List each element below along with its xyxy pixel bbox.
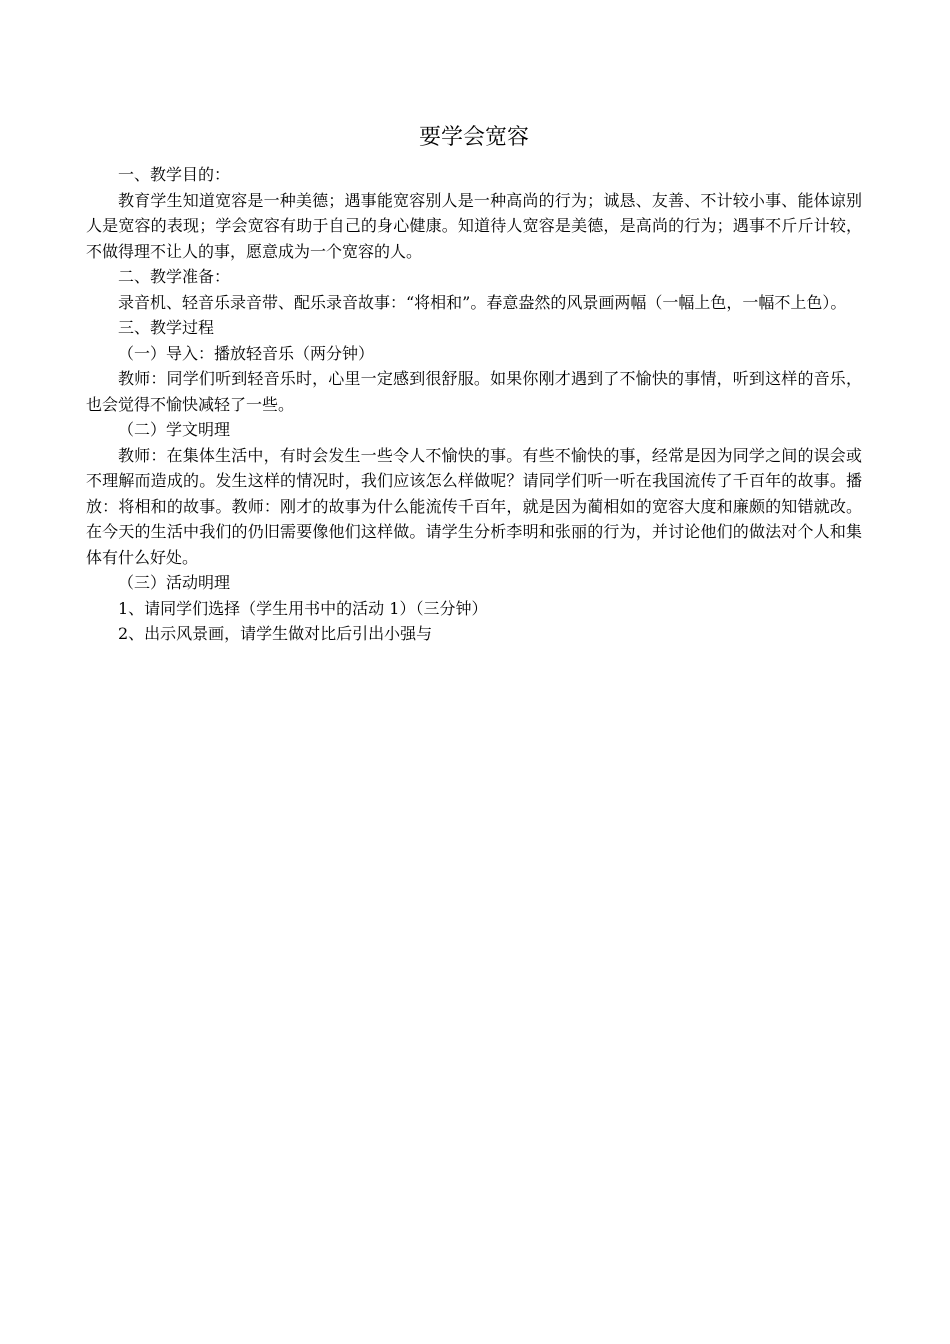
list-item-activity-1: 1、请同学们选择（学生用书中的活动 1）（三分钟） [118,598,488,618]
section-heading-process: 三、教学过程 [118,318,215,337]
subsection-heading-intro: （一）导入：播放轻音乐（两分钟） [118,343,375,363]
document-body [86,118,862,647]
subsection-heading-activity: （三）活动明理 [118,573,231,592]
section-heading-preparation: 二、教学准备： [118,267,231,286]
paragraph-objectives: 教育学生知道宽容是一种美德；遇事能宽容别人是一种高尚的行为；诚恳、友善、不计较小事、能体谅别人是宽容的表现；学会宽容有助于自己的身心健康。知道待人宽容是美德，是高尚的行为；遇事不斤斤计较，不做得理不让人的事，愿意成为一个宽容的人。 [86,190,862,261]
paragraph-study: 教师：在集体生活中，有时会发生一些令人不愉快的事。有些不愉快的事，经常是因为同学之间的误会或不理解而造成的。发生这样的情况时，我们应该怎么样做呢？请同学们听一听在我国流传了千百年的故事。播放：将相和的故事。教师：刚才的故事为什么能流传千百年，就是因为蔺相如的宽容大度和廉颇的知错就改。在今天的生活中我们的仍旧需要像他们这样做。请学生分析李明和张丽的行为，并讨论他们的做法对个人和集体有什么好处。 [86,445,862,567]
paragraph-intro: 教师：同学们听到轻音乐时，心里一定感到很舒服。如果你刚才遇到了不愉快的事情，听到这样的音乐，也会觉得不愉快减轻了一些。 [86,369,862,414]
document-title: 要学会宽容 [418,125,529,150]
section-heading-objectives: 一、教学目的： [118,165,231,184]
paragraph-preparation: 录音机、轻音乐录音带、配乐录音故事：“将相和”。春意盎然的风景画两幅（一幅上色，一幅不上色）。 [118,292,847,312]
subsection-heading-study: （二）学文明理 [118,420,231,439]
list-item-activity-2: 2、出示风景画，请学生做对比后引出小强与 [118,624,433,643]
